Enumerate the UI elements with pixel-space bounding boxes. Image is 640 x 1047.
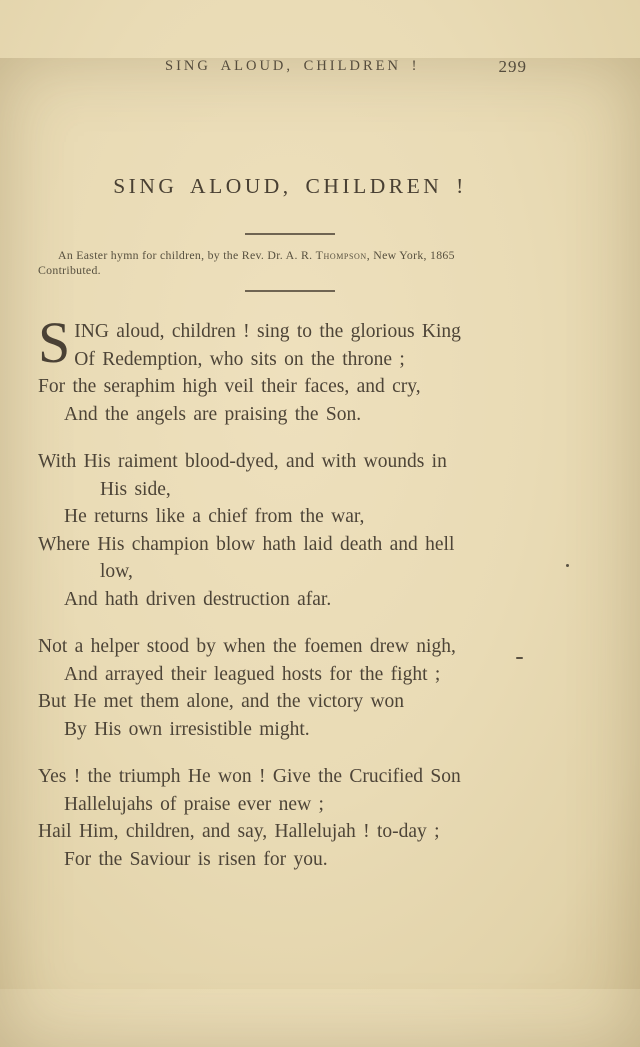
poem-line: By His own irresistible might. [64,718,310,740]
scan-speck [566,564,569,567]
poem-line: Where His champion blow hath laid death and hell [38,533,455,555]
divider-rule-bottom [245,290,335,292]
poem-line: And arrayed their leagued hosts for the fight ; [64,663,441,685]
attribution-author-name: Thompson [315,248,367,262]
stanza-4 [38,763,602,873]
page-number: 299 [498,57,527,76]
dropcap-letter: S [38,310,71,375]
running-header-title: SING ALOUD, CHILDREN ! [165,58,420,74]
divider-rule-top [245,233,335,235]
poem-line: He returns like a chief from the war, [64,506,365,527]
poem-line: Of Redemption, who sits on the throne ; [74,348,405,370]
poem-line: His side, [100,478,171,500]
hymn-title: SING ALOUD, CHILDREN ! [113,174,467,198]
poem-line: Hallelujahs of praise ever new ; [64,793,324,815]
scanned-book-page [0,58,640,1047]
poem-line: And hath driven destruction afar. [64,588,332,610]
attribution-line-1 [38,248,602,263]
poem-line: Yes ! the triumph He won ! Give the Crucified Son [38,766,461,787]
poem-line: Not a helper stood by when the foemen drew nigh, [38,636,456,657]
page-content [0,58,640,1047]
poem-line: For the seraphim high veil their faces, and cry, [38,376,421,397]
poem-line: For the Saviour is risen for you. [64,848,328,870]
stanza-3 [38,633,602,743]
attribution-note [38,248,602,278]
stanza-2 [38,448,602,613]
poem-line: But He met them alone, and the victory won [38,691,405,712]
running-header [38,58,602,80]
poem-line: With His raiment blood-dyed, and with wounds in [38,451,447,472]
attribution-line-2: Contributed. [38,263,101,277]
poem-line: low, [100,561,133,582]
stanza-1 [38,310,602,428]
poem-line: And the angels are praising the Son. [64,403,362,425]
poem-line: ING aloud, children ! sing to the glorious King [74,321,461,342]
attribution-text-before-author: An Easter hymn for children, by the Rev. Dr. A. R. [58,248,316,262]
attribution-text-after-author: , New York, 1865 [366,248,455,262]
hymn-text [38,310,602,873]
poem-line: Hail Him, children, and say, Hallelujah ! to-day ; [38,821,440,842]
scan-speck [516,657,523,659]
